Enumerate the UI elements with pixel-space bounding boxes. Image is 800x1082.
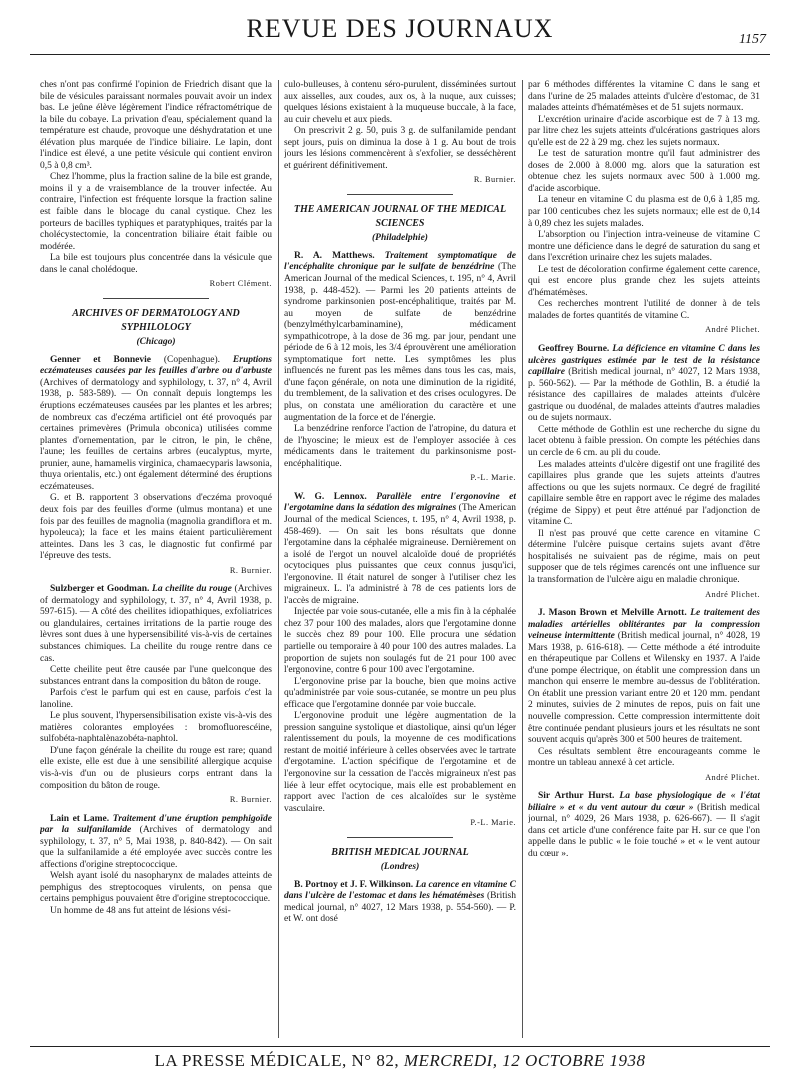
paragraph: Parfois c'est le parfum qui est en cause, parfois c'est la lanoline. xyxy=(40,688,272,710)
paragraph: D'une façon générale la cheilite du rouge est rare; quand elle existe, elle est due à une sensibilité allergique acquise vis-à-vis d'un ou de plusieurs corps entrant dans la composition du bâton de rouge. xyxy=(40,745,272,791)
paragraph: Chez l'homme, plus la fraction saline de la bile est grande, moins il y a de vraisemblance de la trouver infectée. Au contraire, l'infection est fréquente lorsque la fraction saline est faible dans le blocage du canal cystique. Chez les porteurs de bacilles typhiques et paratyphiques, traités par la cholécystectomie, la concentration biliaire était faible ou modérée. xyxy=(40,172,272,252)
paragraph: Le plus souvent, l'hypersensibilisation existe vis-à-vis des matières colorantes employées : bromofluorescéine, sulfobéta-naphtalènazobéta-naphtol. xyxy=(40,711,272,745)
article-authors: W. G. Lennox. xyxy=(294,491,367,502)
footer-journal: LA PRESSE MÉDICALE, N° 82, xyxy=(154,1051,404,1070)
paragraph: Cette cheilite peut être causée par l'une quelconque des substances entrant dans la composition du bâton de rouge. xyxy=(40,665,272,687)
article-entry xyxy=(284,880,516,926)
paragraph: culo-bulleuses, à contenu séro-purulent, disséminées surtout aux aisselles, aux coudes, aux os, à la nuque, aux cuisses; quelques lésions existaient à la muqueuse buccale, à la face, au cuir chevelu et aux pieds. xyxy=(284,80,516,125)
footer-date: MERCREDI, 12 OCTOBRE 1938 xyxy=(403,1051,646,1070)
article-title: Traitement symptomatique de l'encéphalite chronique par le sulfate de benzédrine xyxy=(284,250,516,273)
signature: R. Burnier. xyxy=(473,175,516,185)
page-footer xyxy=(30,1046,770,1071)
paragraph: L'ergonovine produit une légère augmentation de la pression sanguine systolique et diastolique, ainsi qu'un léger ralentissement du pouls, la moyenne de ces modifications restant de moitié inférieure à celles observées avec le tartrate d'ergotamine. L'action spécifique de l'ergotamine et de l'ergonovine sur la cessation de l'accès migraineux n'est pas liée à leur effet ocytocique, mais elle est probablement en rapport avec l'action de ces alcaloïdes sur le système vasculaire. xyxy=(284,711,516,814)
paragraph: La bile est toujours plus concentrée dans la vésicule que dans le canal cholédoque. xyxy=(40,253,272,275)
article-title: Le traitement des maladies artérielles oblitérantes par la compression veineuse intermittente xyxy=(528,608,760,642)
signature: P.-L. Marie. xyxy=(470,818,516,828)
article-entry xyxy=(528,344,760,425)
article-title: Eruptions eczémateuses causées par les feuilles d'arbre ou d'arbuste xyxy=(40,354,272,377)
article-authors: Geoffrey Bourne. xyxy=(538,344,610,355)
article-entry xyxy=(528,608,760,747)
paragraph: La benzédrine renforce l'action de l'atropine, du datura et de l'hyoscine; le mieux est de l'employer associée à ces médicaments dans le traitement du parkinsonisme post-encéphalitique. xyxy=(284,424,516,469)
signature: Robert Clément. xyxy=(209,279,272,289)
divider xyxy=(103,298,210,299)
section-city: (Londres) xyxy=(380,861,420,872)
page-header xyxy=(30,8,770,55)
article-text: (Archives of dermatology and syphilology, t. 37, n° 4, Avril 1938, p. 597-615). — A côté des cheilites idiopathiques, exfoliatrices ou glandulaires, certaines irritations de la partie rouge des lèvres sont dues à une hypersensibilité vis-à-vis de certaines substances chimiques. La cheilite du rouge rentre dans ce cas. xyxy=(40,584,272,664)
article-title: La base physiologique de « l'état biliaire » et « du vent autour du cœur » xyxy=(528,791,760,813)
section-heading xyxy=(40,307,272,349)
paragraph: Ces recherches montrent l'utilité de donner à de tels malades de fortes quantités de vitamine C. xyxy=(528,299,760,321)
journal-title: REVUE DES JOURNAUX xyxy=(246,14,554,43)
article-text: (British medical journal, n° 4027, 12 Mars 1938, p. 560-562). — Par la méthode de Gothlin, B. a étudié la résistance des capillaires de malades atteints d'ulcère gastrique ou duodénal, de malades atteints d'autres maladies ou de sujets normaux. xyxy=(528,367,760,424)
paragraph: par 6 méthodes différentes la vitamine C dans le sang et dans l'urine de 25 malades atteints d'ulcère d'estomac, de 31 malades atteints d'hématémèses et de 51 sujets normaux. xyxy=(528,80,760,114)
divider xyxy=(347,194,454,195)
paragraph: L'ergonovine prise par la bouche, bien que moins active qu'administrée par voie sous-cutanée, se montre un peu plus efficace que l'ergotamine donnée par voie buccale. xyxy=(284,676,516,710)
signature: P.-L. Marie. xyxy=(470,473,516,483)
article-title: La cheilite du rouge xyxy=(149,584,232,595)
article-title: La déficience en vitamine C dans les ulcères gastriques estimée par le test de la résistance capillaire xyxy=(528,344,760,378)
paragraph: Cette méthode de Gothlin est une recherche du signe du lacet obtenu à faible pression. On compte les pétéchies dans un cercle de 6 cm. au pli du coude. xyxy=(528,424,760,458)
article-authors: Sulzberger et Goodman. xyxy=(50,584,150,595)
paragraph: L'absorption ou l'injection intra-veineuse de vitamine C montre une déficience dans le degré de saturation du sang et dans l'excrétion urinaire chez les sujets malades. xyxy=(528,230,760,264)
paragraph: La teneur en vitamine C du plasma est de 0,6 à 1,85 mg. par 100 centicubes chez les sujets normaux; elle est de 0,14 à 0,89 chez les sujets malades. xyxy=(528,195,760,229)
paragraph: G. et B. rapportent 3 observations d'eczéma provoqué deux fois par des feuilles d'orme (ulmus montana) et une fois par des feuilles de magnolia (magnolia grandiflora et m. hypoleuca); la face et les mains étaient particulièrement atteintes. Dans les 3 cas, le diagnostic fut confirmé par l'épreuve des tests. xyxy=(40,493,272,562)
article-authors: Lain et Lame. xyxy=(50,813,110,824)
divider xyxy=(347,837,454,838)
paragraph: On prescrivit 2 g. 50, puis 3 g. de sulfanilamide pendant sept jours, puis on diminua la dose à 1 g. Au bout de trois jours les lésions commencèrent à s'exfolier, se desséchèrent et guérirent définitivement. xyxy=(284,126,516,171)
article-text: (British medical journal, n° 4027, 12 Mars 1938, p. 554-560). — P. et W. ont dosé xyxy=(284,891,516,925)
paragraph: L'excrétion urinaire d'acide ascorbique est de 7 à 13 mg. par litre chez les sujets atteints d'ulcérations gastriques alors qu'elle est de 22 à 29 mg. chez les sujets normaux. xyxy=(528,114,760,148)
article-authors: R. A. Matthews. xyxy=(294,250,375,261)
article-text: (Archives of dermatology and syphilology, t. 37, n° 5, Mai 1938, p. 840-842). — On sait que la sulfanilamide a été employée avec succès contre les affections d'origine streptococcique. xyxy=(40,825,272,870)
article-title: La carence en vitamine C dans l'ulcère de l'estomac et dans les hématémèses xyxy=(284,879,516,902)
signature: R. Burnier. xyxy=(229,565,272,575)
paragraph: Il n'est pas prouvé que cette carence en vitamine C détermine l'ulcère puisque certains sujets avant d'être hospitalisés ne suivaient pas de régime, mais on peut supposer que de tels régimes carencés ont une influence sur la transformation de l'ulcère aigu en maladie chronique. xyxy=(528,528,760,585)
paragraph: Le test de saturation montre qu'il faut administrer des doses de 2.000 à 8.000 mg. alors que la saturation est obtenue chez les sujets normaux avec 500 à 1.000 mg. d'acide ascorbique. xyxy=(528,149,760,194)
article-entry xyxy=(40,355,272,494)
article-entry xyxy=(40,814,272,872)
article-location: (Copenhague). xyxy=(151,354,233,365)
article-authors: B. Portnoy et J. F. Wilkinson. xyxy=(294,879,414,890)
paragraph: ches n'ont pas confirmé l'opinion de Friedrich disant que la bile de vésicules paraissant normales pouvait avoir un index bas. Le jeûne élève légèrement l'indice réfractométrique de la bile du cobaye. La privation d'eau, spécialement quand la température est chaude, provoque une déshydratation et une élévation plus marquée de l'indice biliaire. Le lapin, dont l'indice est élevé, a une petite vésicule qui contient environ 0,5 à 0,8 cm³. xyxy=(40,80,272,171)
signature: André Plichet. xyxy=(705,589,760,599)
column-divider xyxy=(278,80,279,1038)
section-title: THE AMERICAN JOURNAL OF THE MEDICAL SCIENCES xyxy=(293,203,507,229)
paragraph: Les malades atteints d'ulcère digestif ont une fragilité des capillaires plus grande que les sujets atteints d'autres affections ou que les sujets normaux. Ce degré de fragilité capillaire semble être en rapport avec le régime des malades (régime de Sippy) et peut être atténué par l'adjonction de vitamine C. xyxy=(528,459,760,528)
article-authors: Genner et Bonnevie xyxy=(50,354,152,365)
article-authors: J. Mason Brown et Melville Arnott. xyxy=(538,608,687,619)
signature: André Plichet. xyxy=(705,325,760,335)
section-city: (Chicago) xyxy=(136,336,176,347)
article-text: (British medical journal, n° 4028, 19 Mars 1938, p. 616-618). — Cette méthode a été introduite en thérapeutique par Collens et Wilensky en 1937. A l'aide d'une pompe électrique, on établit une compression dans un manchon qui enserre le membre au-dessus de l'oblitération. On établit une pression variant entre 20 et 120 mm. pendant 2 minutes, suivies de 2 minutes de repos, puis on fait une nouvelle compression. Cette compression intermittente doit être continuée pendant plusieurs jours et les résultats ne sont souvent acquis qu'après 300 et 500 heures de traitement. xyxy=(528,631,760,746)
section-title: BRITISH MEDICAL JOURNAL xyxy=(331,846,469,858)
article-entry xyxy=(528,791,760,860)
article-authors: Sir Arthur Hurst. xyxy=(538,791,615,802)
article-title: Traitement d'une éruption pemphigoïde par la sulfanilamide xyxy=(40,813,272,836)
section-title: ARCHIVES OF DERMATOLOGY AND SYPHILOLOGY xyxy=(72,307,240,333)
article-title: Parallèle entre l'ergonovine et l'ergotamine dans la sédation des migraines xyxy=(284,491,516,514)
column-divider xyxy=(522,80,523,1038)
column-middle xyxy=(284,80,516,1038)
article-entry xyxy=(284,251,516,424)
paragraph: Un homme de 48 ans fut atteint de lésions vési- xyxy=(50,906,231,916)
paragraph: Ces résultats semblent être encourageants comme le montre un tableau annexé à cet article. xyxy=(528,746,760,769)
section-heading xyxy=(284,846,516,874)
column-left xyxy=(40,80,272,1038)
paragraph: Injectée par voie sous-cutanée, elle a mis fin à la céphalée chez 37 pour 100 des malades, alors que l'ergotamine donne le succès chez 89 pour 100. Elle procura une sédation partielle ou temporaire à 40 pour 100 des autres malades. La proportion de sujets non soulagés fut de 21 pour 100 avec l'ergonovine, contre 6 pour 100 avec l'ergotamine. xyxy=(284,607,516,676)
section-heading xyxy=(284,203,516,245)
article-text: (Archives of dermatology and syphilology, t. 37, n° 4, Avril 1938, p. 583-589). — On connaît depuis longtemps les éruptions eczémateuses causées par les plantes et les arbres; de nombreux cas d'eczéma artificiel ont été provoqués par certaines primevères (Primula obconica) utilisées comme plantes d'ornementation, par le citron, le pin, le chêne, l'aune; les feuilles de certains arbres (eucalyptus, myrte, prunier, aune, hamamelis virginica, chamaecyparis lawsonia, thuya orientalis, etc.) ont également déterminé des éruptions eczémateuses. xyxy=(40,377,272,492)
signature: André Plichet. xyxy=(705,772,760,782)
article-text: (The American Journal of the medical Sciences, t. 195, n° 4, Avril 1938, p. 448-452). — Parmi les 20 patients atteints de syndrome parkinsonien post-encéphalitique, traités par M. au moyen de sulfate de benzédrine (benzylméthylcarbaminamine), médicament sympathicotrope, à la dose de 36 mg. par jour, pendant une période de 6 à 12 mois, les 3/4 éprouvèrent une amélioration symptomatique fort nette. Les symptômes les plus influencés ne furent pas les mêmes dans tous les cas, mais, d'une façon générale, on nota une diminution de la rigidité, du tremblement, de la salivation et des crises oculogyres. De plus, on constata une amélioration du caractère et une augmentation de la force et de l'énergie. xyxy=(284,262,516,423)
article-text: (The American Journal of the medical Sciences, t. 195, n° 4, Avril 1938, p. 458-469). — On sait les bons résultats que donne l'ergotamine dans la céphalée migraineuse. Dernièrement on a isolé de l'ergot un nouvel alcaloïde doué de propriétés ocytociques plus puissantes que ceux connus jusqu'ici, l'ergonovine. Il était naturel de songer à l'utiliser chez les migraineux. L. l'a administré à 78 de ces patients lors de l'accès de migraine. xyxy=(284,503,516,606)
article-text: (British medical journal, n° 4029, 26 Mars 1938, p. 626-667). — Il s'agit dans cet article d'une conférence faite par H. sur ce que l'on appelle dans le public « le foie touché » et « le vent autour du cœur ». xyxy=(528,802,760,859)
article-entry xyxy=(40,584,272,665)
page-number: 1157 xyxy=(739,32,766,47)
article-columns xyxy=(40,80,760,1038)
paragraph: Le test de décoloration confirme également cette carence, qui est encore plus grande chez les sujets atteints d'hématémèses. xyxy=(528,264,760,298)
section-city: (Philadelphie) xyxy=(372,232,428,243)
signature: R. Burnier. xyxy=(229,795,272,805)
paragraph: Welsh ayant isolé du nasopharynx de malades atteints de pemphigus des streptocoques virulents, on pensa que certains pemphigus pouvaient être d'origine streptococcique. xyxy=(40,871,272,905)
column-right xyxy=(528,80,760,1038)
article-entry xyxy=(284,492,516,607)
